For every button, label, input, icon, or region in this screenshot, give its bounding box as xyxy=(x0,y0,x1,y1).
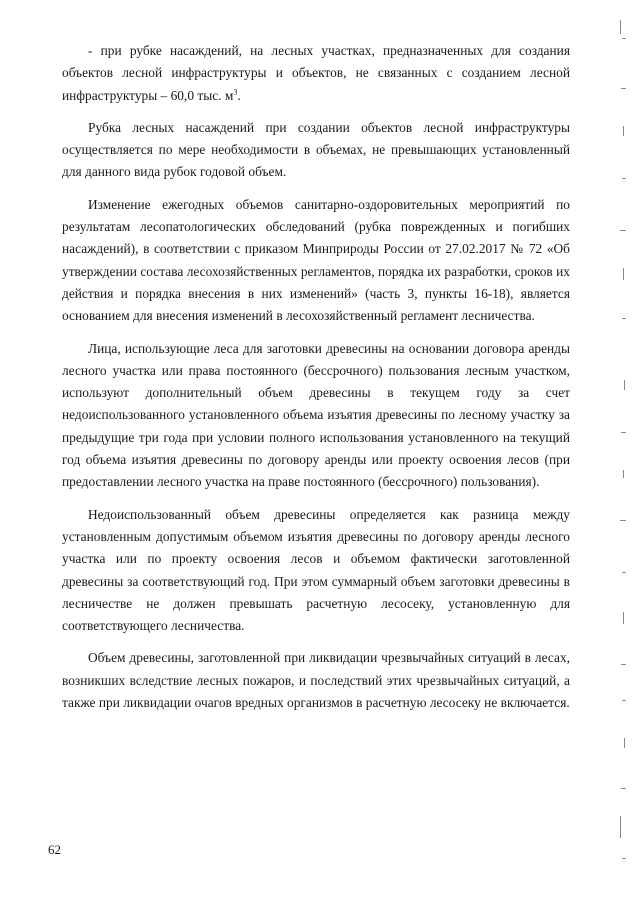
paragraph-emergency-volume: Объем древесины, заготовленной при ликвидации чрезвычайных ситуаций в лесах, возникших вследствие лесных пожаров, и последствий этих чрезвычайных ситуаций, а также при ликвидации очагов вредных организмов в расчетную лесосеку не включается. xyxy=(62,650,570,711)
scan-edge-marks xyxy=(614,0,628,905)
paragraph-sanitary-measures: Изменение ежегодных объемов санитарно-оздоровительных мероприятий по результатам лесопатологических обследований (рубка поврежденных и погибших насаждений), в соответствии с приказом Минприроды России от 27.02.2017 № 72 «Об утверждении состава лесохозяйственных регламентов, порядка их разработки, сроков их действия и порядка внесения в них изменений» (часть 3, пункты 16-18), является основанием для внесения изменений в лесохозяйственный регламент лесничества. xyxy=(62,196,570,324)
paragraph-logging-infrastructure-volume: - при рубке насаждений, на лесных участках, предназначенных для создания объектов лесной инфраструктуры и объектов, не связанных с созданием лесной инфраструктуры – 60,0 тыс. $м^3$. xyxy=(62,43,570,103)
page-number: 62 xyxy=(48,842,61,857)
document-body xyxy=(62,40,570,724)
paragraph-infrastructure-logging: Рубка лесных насаждений при создании объектов лесной инфраструктуры осуществляется по мере необходимости в объемах, не превышающих установленный для данного вида рубок годовой объем. xyxy=(62,119,570,180)
paragraph-additional-volume: Лица, использующие леса для заготовки древесины на основании договора аренды лесного участка или права постоянного (бессрочного) пользования лесным участком, используют дополнительный объем древесины в текущем году за счет недоиспользованного установленного объема изъятия древесины по лесному участку за предыдущие три года при условии полного использования установленного на текущий год объема изъятия древесины по договору аренды или проекту освоения лесов (при предоставлении лесного участка на праве постоянного (бессрочного) пользования). xyxy=(62,340,570,490)
paragraph-unused-volume: Недоиспользованный объем древесины определяется как разница между установленным допустимым объемом изъятия древесины по договору аренды лесного участка или по проекту освоения лесов и объемом фактически заготовленной древесины за соответствующий год. При этом суммарный объем заготовки древесины в лесничестве не должен превышать расчетную лесосеку, установленную для соответствующего лесничества. xyxy=(62,506,570,634)
superscript-cubic: 3 xyxy=(233,87,238,97)
